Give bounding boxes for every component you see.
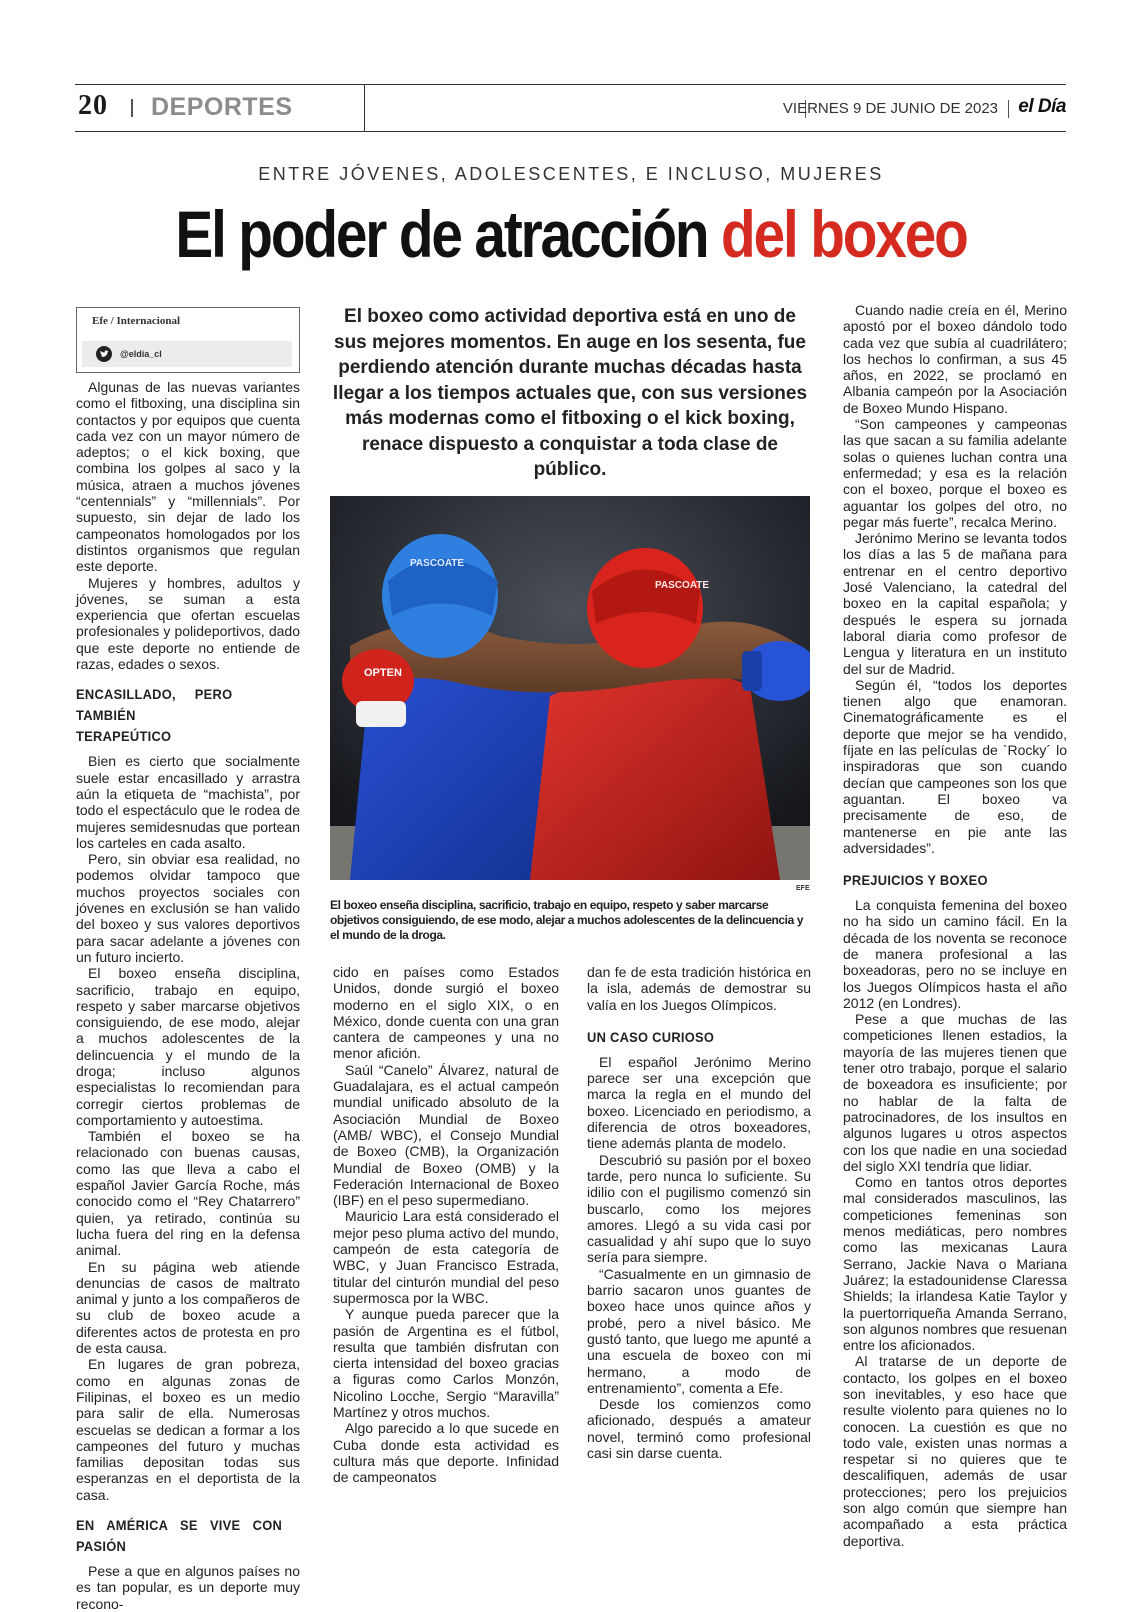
byline: Efe / Internacional xyxy=(92,315,180,327)
twitter-icon xyxy=(96,346,112,362)
paragraph: El boxeo enseña disciplina, sacrificio, trabajo en equipo, respeto y saber marcarse objetivos consiguiendo, de ese modo, alejar a muchos adolescentes de la delincuencia y el mundo de la droga; incluso algunos especialistas lo recomiendan para corregir ciertos problemas de comportamiento y autoestima. xyxy=(76,965,300,1128)
paragraph: Mujeres y hombres, adultos y jóvenes, se suman a esta experiencia que ofertan escuelas profesionales y polideportivos, dado que este deporte no entiende de razas, edades o sexos. xyxy=(76,574,300,673)
header-bottom-rule xyxy=(75,131,1066,132)
column-3 xyxy=(587,964,811,1461)
subheading: EN AMÉRICA SE VIVE CON PASIÓN xyxy=(76,1517,283,1554)
paragraph: Descubrió su pasión por el boxeo tarde, pero nunca lo suficiente. Su idilio con el pugilismo comenzó sin buscarlo, como los mejores amores. Llegó a su vida casi por casualidad y ahí supo que lo suyo sería para siempre. xyxy=(587,1151,811,1266)
page-number: 20 xyxy=(78,90,108,121)
newspaper-logo: el Día xyxy=(1018,96,1066,117)
column-1 xyxy=(76,379,300,1612)
paragraph: Pero, sin obviar esa realidad, no podemos olvidar tampoco que muchos proyectos sociales con jóvenes en exclusión se han valido del boxeo y sus valores deportivos para sacar adelante a jóvenes con un futuro incierto. xyxy=(76,851,300,965)
photo-caption: El boxeo enseña disciplina, sacrificio, trabajo en equipo, respeto y saber marcarse objetivos consiguiendo, de ese modo, alejar a muchos adolescentes de la delincuencia y el mundo de la droga. xyxy=(330,898,804,942)
social-strip xyxy=(82,341,292,367)
header-top-rule xyxy=(75,84,1066,85)
photo-credit: EFE xyxy=(796,885,810,892)
headguard-text: PASCOATE xyxy=(410,558,465,569)
paragraph: dan fe de esta tradición histórica en la isla, además de demostrar su valía en los Juegos Olímpicos. xyxy=(587,964,811,1013)
paragraph: Saúl “Canelo” Álvarez, natural de Guadalajara, es el actual campeón mundial unificado absoluto de la Asociación Mundial de Boxeo (AMB/ WBC), el Consejo Mundial de Boxeo (CMB), la Organización Mundial de Boxeo (OMB) y la Federación Internacional de Boxeo (IBF) en el peso supermediano. xyxy=(333,1061,559,1209)
paragraph: El español Jerónimo Merino parece ser una excepción que marca la regla en el mundo del boxeo. Licenciado en periodismo, a diferencia de otros boxeadores, tiene además planta de modelo. xyxy=(587,1053,811,1152)
paragraph: Bien es cierto que socialmente suele estar encasillado y arrastra aún la etiqueta de “machista”, por todo el espectáculo que le rodea de mujeres semidesnudas que portean los carteles en cada asalto. xyxy=(76,753,300,851)
paragraph: Pese a que en algunos países no es tan popular, es un deporte muy recono- xyxy=(76,1563,300,1612)
paragraph: Mauricio Lara está considerado el mejor peso pluma activo del mundo, campeón de esta categoría de WBC, y Juan Francisco Estrada, titular del cinturón mundial del peso supermosca por la WBC. xyxy=(333,1208,559,1306)
paragraph: La conquista femenina del boxeo no ha sido un camino fácil. En la década de los noventa se reconoce de manera profesional a las boxeadoras, pero no se incluye en los Juegos Olímpicos hasta el año 2012 (en Londres). xyxy=(843,897,1067,1011)
paragraph: Desde los comienzos como aficionado, después a amateur novel, terminó como profesional casi sin darse cuenta. xyxy=(587,1396,811,1462)
paragraph: En lugares de gran pobreza, como en algunas zonas de Filipinas, el boxeo es un medio para salir de ella. Numerosas escuelas se dedican a formar a los campeones del futuro y muchas familias depositan todas sus esperanzas en el deportista de la casa. xyxy=(76,1356,300,1503)
glove-text: OPTEN xyxy=(364,667,402,679)
section-title: DEPORTES xyxy=(151,93,293,121)
paragraph: Algo parecido a lo que sucede en Cuba donde esta actividad es cultura más que deporte. Infinidad de campeonatos xyxy=(333,1420,559,1486)
paragraph: “Casualmente en un gimnasio de barrio sacaron unos guantes de boxeo hace unos quince años y probé, pero a nivel básico. Me gustó tanto, que luego me apunté a una escuela de boxeo con mi hermano, a modo de entrenamiento”, comenta a Efe. xyxy=(587,1265,811,1396)
boxers-photo xyxy=(330,496,810,880)
paragraph: Y aunque pueda parecer que la pasión de Argentina es el fútbol, resulta que también disfrutan con cierta intensidad del boxeo gracias a figuras como Carlos Monzón, Nicolino Locche, Sergio “Maravilla” Martínez y otros muchos. xyxy=(333,1306,559,1421)
article-lede: El boxeo como actividad deportiva está en uno de sus mejores momentos. En auge en los sesenta, fue perdiendo atención durante muchas décadas hasta llegar a los tiempos actuales que, con sus versiones más modernas como el fitboxing o el kick boxing, renace dispuesto a conquistar a toda clase de público. xyxy=(332,306,808,480)
paragraph: “Son campeones y campeonas las que sacan a su familia adelante solas o quienes luchan contra una enfermedad; y esa es la relación con el boxeo, porque el boxeo es aguantar los golpes del otro, no pegar más fuerte”, recalca Merino. xyxy=(843,416,1067,530)
subheading: UN CASO CURIOSO xyxy=(587,1028,715,1045)
paragraph: Cuando nadie creía en él, Merino apostó por el boxeo dándolo todo cada vez que subía al cuadrilátero; los hechos lo confirman, a sus 45 años, en 2022, se proclamó en Albania campeón por la Asociación de Boxeo Mundo Hispano. xyxy=(843,302,1067,416)
headline-black: El poder de atracción xyxy=(175,197,708,271)
paragraph: Algunas de las nuevas variantes como el fitboxing, una disciplina sin contactos y por equipos que cuenta cada vez con un mayor número de adeptos; o el kick boxing, que combina los golpes al saco y la música, atraen a muchos jóvenes “centennials” y “millennials”. Por supuesto, sin dejar de lado los campeonatos homologados por los distintos organismos que regulan este deporte. xyxy=(76,379,300,575)
column-4 xyxy=(843,302,1067,1549)
issue-date: VIERNES 9 DE JUNIO DE 2023 xyxy=(782,100,998,117)
paragraph: Al tratarse de un deporte de contacto, los golpes en el boxeo son inevitables, y eso hace que resulte violento para quienes no lo conocen. La cuestión es que no todo vale, existen unas normas a respetar si no quieres que te descalifiquen, además de usar protecciones; pero los prejuicios son algo común que siempre han acompañado a esta práctica deportiva. xyxy=(843,1353,1067,1549)
column-2 xyxy=(333,964,559,1486)
article-kicker: ENTRE JÓVENES, ADOLESCENTES, E INCLUSO, MUJERES xyxy=(258,164,884,184)
article-headline xyxy=(80,196,1062,272)
subheading: PREJUICIOS Y BOXEO xyxy=(843,872,988,889)
logo-divider xyxy=(1008,100,1009,118)
paragraph: Según él, “todos los deportes tienen algo que enamoran. Cinematográficamente es el deporte que mejor se ha vendido, fíjate en las películas de `Rocky´ lo inspiradoras que son cuando decían que campeones son los que aguantan. El boxeo va precisamente de eso, de mantenerse en pie ante las adversidades”. xyxy=(843,676,1067,856)
paragraph: Jerónimo Merino se levanta todos los días a las 5 de mañana para entrenar en el centro deportivo José Valenciano, la catedral del boxeo en la capital española; y después le espera su jornada laboral diaria como profesor de Lengua y literatura en un instituto del sur de Madrid. xyxy=(843,530,1067,677)
paragraph: cido en países como Estados Unidos, donde surgió el boxeo moderno en el siglo XIX, o en México, donde cuenta con una gran cantera de campeones y una no menor afición. xyxy=(333,964,559,1062)
headguard-text: PASCOATE xyxy=(655,580,710,591)
header-divider xyxy=(131,99,133,117)
subheading: ENCASILLADO, PERO TAMBIÉN TERAPEÚTICO xyxy=(76,686,233,745)
paragraph: En su página web atiende denuncias de casos de maltrato animal y junto a los compañeros de su club de boxeo acude a diferentes actos de protesta en pro de esta causa. xyxy=(76,1258,300,1357)
twitter-handle: @eldia_cl xyxy=(120,349,162,359)
header-separator xyxy=(364,84,365,132)
headline-red: del boxeo xyxy=(721,197,967,271)
paragraph: Como en tantos otros deportes mal considerados masculinos, las competiciones femeninas son menos mediáticas, pero nombres como las mexicanas Laura Serrano, Jackie Nava o Mariana Juárez; la estadounidense Claressa Shields; la irlandesa Katie Taylor y la puertorriqueña Amanda Serrano, son algunos nombres que resuenan entre los aficionados. xyxy=(843,1174,1067,1354)
paragraph: Pese a que muchas de las competiciones llenen estadios, la mayoría de las mujeres tienen que tener otro trabajo, porque el salario de boxeadora es insuficiente; por no hablar de la falta de patrocinadores, de los insultos en algunos lugares u otros aspectos con los que nadie en una sociedad del siglo XXI tendría que lidiar. xyxy=(843,1011,1067,1174)
paragraph: También el boxeo se ha relacionado con buenas causas, como las que lleva a cabo el español Javier García Roche, más conocido como el “Rey Chatarrero” quien, ya retirado, continúa su lucha fuera del ring en la defensa animal. xyxy=(76,1128,300,1259)
